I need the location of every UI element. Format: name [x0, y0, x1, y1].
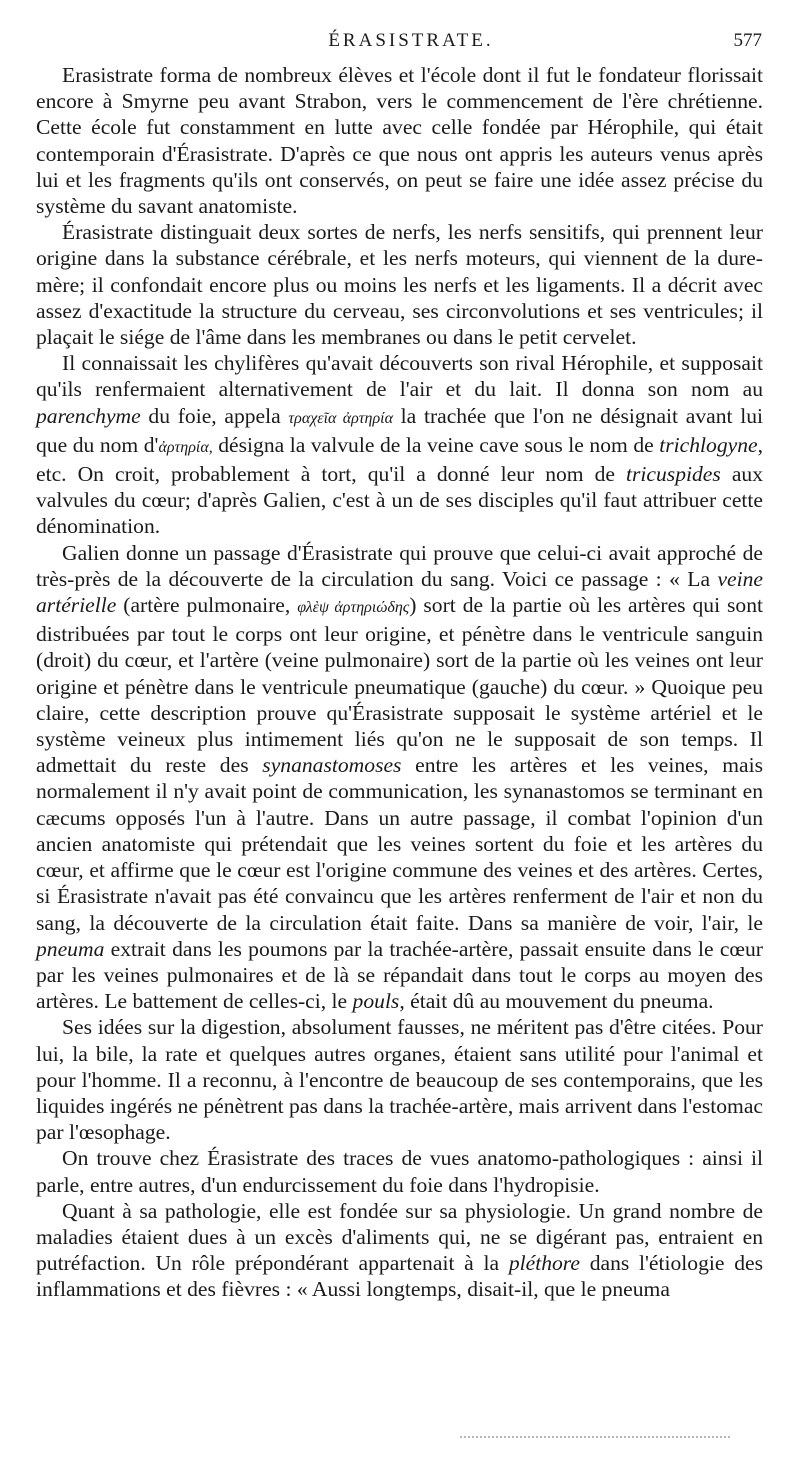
- text-run: Érasistrate distinguait deux sortes de nerfs, les nerfs sensitifs, qui prennent leur origine dans la substance cérébrale, et les nerfs moteurs, qui viennent de la dure-mère; il confondait encore plus ou moins les nerfs et les ligaments. Il a décrit avec assez d'exactitude la structure du cerveau, ses circonvolutions et ses ventricules; il plaçait le siége de l'âme dans les membranes ou dans le petit cervelet.: [36, 220, 763, 350]
- text-run: Galien donne un passage d'Érasistrate qui prouve que celui-ci avait approché de très-près de la découverte de la circulation du sang. Voici ce passage : « La: [36, 540, 763, 591]
- greek-term: φλὲψ ἀρτηριώδης: [297, 599, 410, 617]
- text-run: ) sort de la partie où les artères qui sont distribuées par tout le corps ont leur origine, et pénètre dans le ventricule sanguin (droit) du cœur, et l'artère (veine pulmonaire) sort de la partie où les veines ont leur origine et pénètre dans le ventricule pneumatique (gauche) du cœur. » Quoique peu claire, cette description prouve qu'Érasistrate supposait le système artériel et le système veineux plus intimement liés qu'on ne le supposait de son temps. Il admettait du reste des: [36, 593, 763, 778]
- italic-term: parenchyme: [36, 403, 141, 428]
- text-run: Erasistrate forma de nombreux élèves et l'école dont il fut le fondateur florissait encore à Smyrne peu avant Strabon, vers le commencement de l'ère chrétienne. Cette école fut constamment en lutte avec celle fondée par Hérophile, qui était contemporain d'Érasistrate. D'après ce que nous ont appris les auteurs venus après lui et les fragments qu'ils ont conservés, on peut se faire une idée assez précise du système du savant anatomiste.: [36, 63, 763, 219]
- running-header: [60, 30, 762, 58]
- paragraph-7: [36, 1198, 763, 1303]
- text-run: , était dû au mouvement du pneuma.: [399, 989, 714, 1014]
- text-run: la trachée que l'on ne désignait avant lui que du nom d': [36, 403, 763, 457]
- greek-term: τραχεῖα ἀρτηρία: [288, 409, 393, 427]
- paragraph-4: [36, 540, 763, 1015]
- paragraph-1: [36, 62, 763, 219]
- text-run: du foie, appela: [140, 403, 289, 428]
- text-run: , etc. On croit, probablement à tort, qu'il a donné leur nom de: [36, 432, 763, 487]
- text-run: Ses idées sur la digestion, absolument fausses, ne méritent pas d'être citées. Pour lui, la bile, la rate et quelques autres organes, étaient sans utilité pour l'animal et pour l'homme. Il a reconnu, à l'encontre de beaucoup de ses contemporains, que les liquides ingérés ne pénètrent pas dans la trachée-artère, mais arrivent dans l'estomac par l'œsophage.: [36, 1015, 763, 1145]
- paragraph-2: [36, 219, 763, 350]
- text-run: extrait dans les poumons par la trachée-artère, passait ensuite dans le cœur par les veines pulmonaires et de là se répandait dans tout le corps au moyen des artères. Le battement de celles-ci, le: [36, 936, 763, 1014]
- greek-term: ἀρτηρία,: [158, 438, 213, 456]
- body-text: [36, 62, 763, 1303]
- paragraph-5: [36, 1014, 763, 1145]
- paragraph-3: [36, 350, 763, 539]
- text-run: (artère pulmonaire,: [116, 593, 298, 618]
- text-run: entre les artères et les veines, mais normalement il n'y avait point de communication, les synanastomos se terminant en cæcums opposés l'un à l'autre. Dans un autre passage, il combat l'opinion d'un ancien anatomiste qui prétendait que les veines sortent du foie et les artères du cœur, et affirme que le cœur est l'origine commune des veines et des artères. Certes, si Érasistrate n'avait pas été convaincu que les artères renferment de l'air et non du sang, la découverte de la circulation était faite. Dans sa manière de voir, l'air, le: [36, 753, 763, 935]
- paragraph-6: [36, 1145, 763, 1197]
- faint-footer-mark: [460, 1436, 730, 1446]
- italic-term: veine artérielle: [36, 566, 763, 618]
- text-run: Quant à sa pathologie, elle est fondée sur sa physiologie. Un grand nombre de maladies étaient dues à un excès d'aliments qui, ne se digérant pas, entraient en putréfaction. Un rôle prépondérant appartenait à la: [36, 1198, 763, 1276]
- italic-term: pléthore: [508, 1251, 580, 1276]
- text-run: désigna la valvule de la veine cave sous le nom de: [212, 432, 660, 457]
- text-run: dans l'étiologie des inflammations et des fièvres : « Aussi longtemps, disait-il, que le pneuma: [36, 1251, 763, 1302]
- italic-term: pouls: [352, 989, 400, 1014]
- italic-term: tricuspides: [626, 462, 721, 487]
- italic-term: pneuma: [36, 936, 105, 961]
- italic-term: synanastomoses: [262, 753, 402, 778]
- text-run: aux valvules du cœur; d'après Galien, c'est à un de ses disciples qu'il faut attribuer cette dénomination.: [36, 462, 763, 539]
- italic-term: trichlogyne: [659, 432, 758, 457]
- text-run: On trouve chez Érasistrate des traces de vues anatomo-pathologiques : ainsi il parle, entre autres, d'un endurcissement du foie dans l'hydropisie.: [36, 1146, 763, 1197]
- running-title: ÉRASISTRATE.: [328, 30, 494, 51]
- text-run: Il connaissait les chylifères qu'avait découverts son rival Hérophile, et supposait qu'ils renfermaient alternativement de l'air et du lait. Il donna son nom au: [36, 351, 763, 402]
- page-number: 577: [733, 30, 762, 51]
